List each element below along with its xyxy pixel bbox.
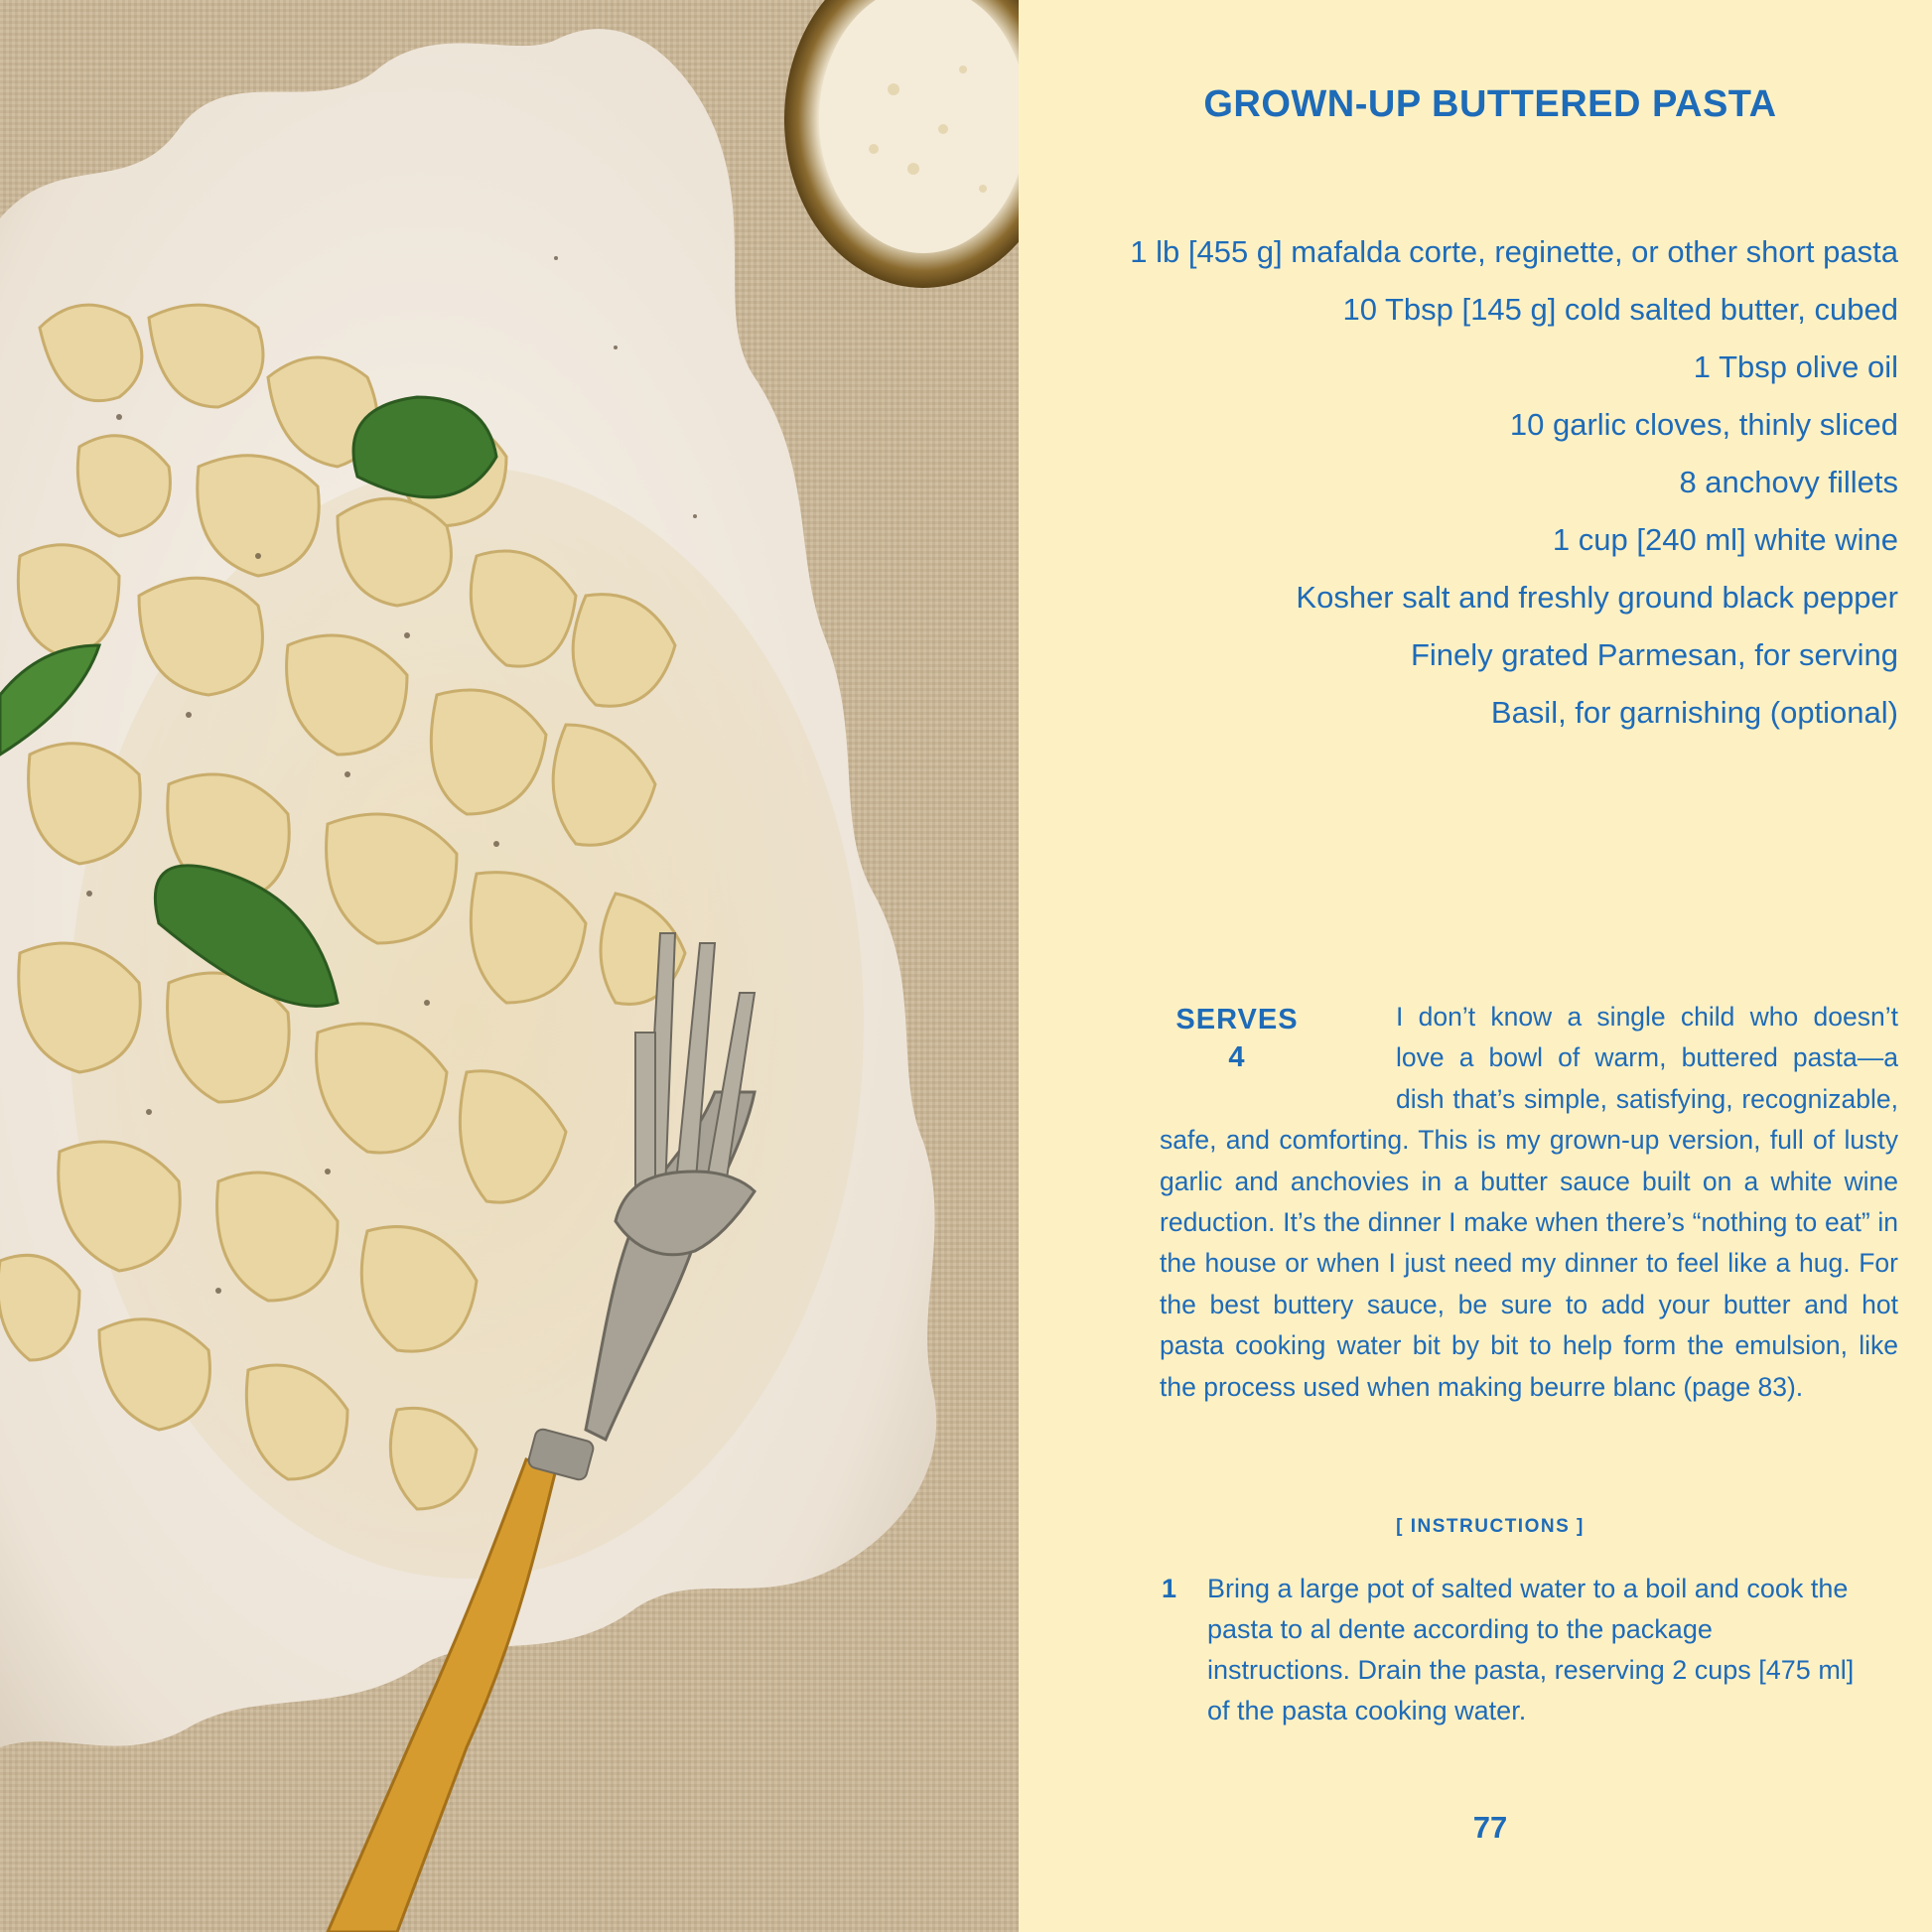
recipe-page [1019, 0, 1932, 1932]
page-number: 77 [1472, 1810, 1508, 1845]
recipe-title: GROWN-UP BUTTERED PASTA [1203, 83, 1777, 125]
serves-label: SERVES [1175, 1004, 1299, 1035]
ingredient-item: 10 Tbsp [145 g] cold salted butter, cubed [1342, 292, 1898, 327]
instructions-heading: [ INSTRUCTIONS ] [1396, 1516, 1585, 1537]
intro-text: I don’t know a single child who doesn’t love a bowl of warm, buttered pasta—a dish that’s simple, satisfying, recognizable, safe, and comforting. This is my grown-up version, full of lusty garlic and anchovies in a butter sauce built on a white wine reduction. It’s the dinner I make when there’s “nothing to eat” in the house or when I just need my dinner to feel like a hug. For the best buttery sauce, be sure to add your butter and hot pasta cooking water bit by bit to help form the emulsion, like the process used when making beurre blanc (page 83). [1160, 1002, 1898, 1402]
ingredient-item: Kosher salt and freshly ground black pepper [1296, 580, 1898, 615]
ingredient-item: 1 Tbsp olive oil [1693, 349, 1898, 384]
ingredient-item: 1 lb [455 g] mafalda corte, reginette, or other short pasta [1130, 234, 1898, 269]
ingredient-item: Finely grated Parmesan, for serving [1410, 637, 1898, 672]
ingredient-list [1104, 232, 1898, 751]
ingredient-item: Basil, for garnishing (optional) [1490, 695, 1898, 730]
step-number: 1 [1162, 1574, 1177, 1603]
ingredient-item: 1 cup [240 ml] white wine [1552, 522, 1898, 557]
serves-count: 4 [1228, 1041, 1246, 1073]
intro-paragraph [1160, 997, 1898, 1408]
ingredient-item: 8 anchovy fillets [1679, 465, 1898, 499]
step-text: Bring a large pot of salted water to a boil and cook the pasta to al dente according to the package instructions. Drain the pasta, reserving 2 cups [475 ml] of the pasta cooking water. [1207, 1574, 1855, 1725]
ingredient-item: 10 garlic cloves, thinly sliced [1509, 407, 1898, 442]
